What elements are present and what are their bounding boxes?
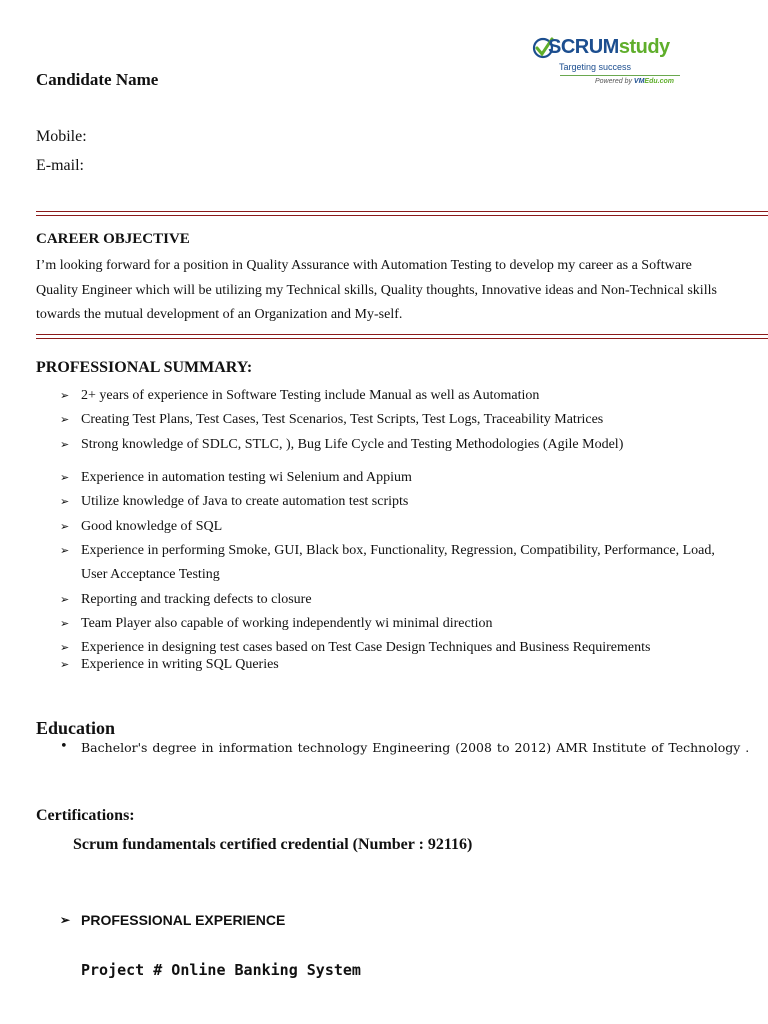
logo-powered-by: Powered by VMEdu.com [595, 78, 674, 85]
arrow-bullet-icon: ➢ [60, 414, 70, 426]
section-divider [36, 211, 768, 216]
arrow-bullet-icon: ➢ [60, 594, 70, 606]
email-label: E-mail: [36, 157, 84, 174]
arrow-bullet-icon: ➢ [60, 472, 70, 484]
arrow-bullet-icon: ➢ [60, 390, 70, 402]
arrow-bullet-icon: ➢ [60, 521, 70, 533]
logo-divider [560, 75, 680, 76]
career-objective-text: I’m looking forward for a position in Quality Assurance with Automation Testing to develop my career as a Software Quality Engineer which will be utilizing my Technical skills, Quality thoughts, Innovative ideas and Non-Technical skills towards the mutual development of an Organization and My-self. [36, 258, 717, 322]
arrow-bullet-icon: ➢ [60, 496, 70, 508]
certifications-heading: Certifications: [36, 807, 135, 824]
arrow-bullet-icon: ➢ [60, 618, 70, 630]
arrow-bullet-icon: ➢ [60, 642, 70, 654]
arrow-bullet-icon: ➢ [60, 659, 70, 671]
professional-summary-heading: PROFESSIONAL SUMMARY: [36, 359, 253, 376]
section-divider [36, 334, 768, 339]
scrumstudy-logo [532, 34, 684, 92]
education-heading: Education [36, 718, 116, 738]
arrow-bullet-icon: ➢ [60, 439, 70, 451]
dot-bullet-icon: • [60, 739, 68, 754]
candidate-name: Candidate Name [36, 70, 159, 89]
arrow-bullet-icon: ➢ [60, 913, 71, 927]
mobile-label: Mobile: [36, 128, 87, 145]
project-title: Project # Online Banking System [81, 961, 361, 979]
arrow-bullet-icon: ➢ [60, 545, 70, 557]
logo-wordmark: SCRUMstudy [548, 36, 670, 58]
certification-item: Scrum fundamentals certified credential (Number : 92116) [73, 836, 473, 853]
career-objective-heading: CAREER OBJECTIVE [36, 231, 190, 247]
logo-tagline: Targeting success [559, 62, 632, 72]
